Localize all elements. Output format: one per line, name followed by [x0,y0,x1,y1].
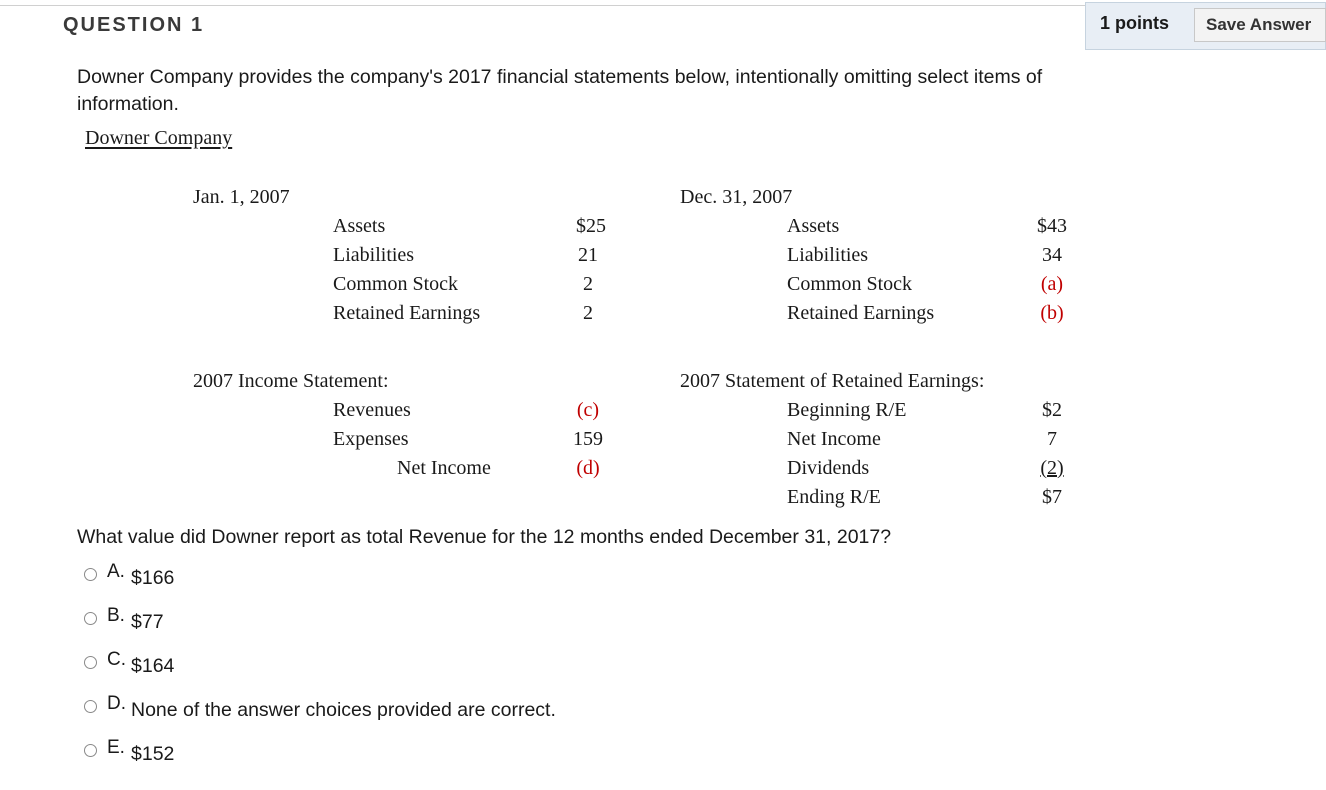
income-row-value-missing: (c) [576,399,600,421]
re-row-label: Net Income [787,428,881,450]
choice-letter: D. [107,693,126,714]
jan-row-label: Common Stock [333,273,459,295]
jan-row-label: Retained Earnings [333,302,481,324]
re-row-value: (2) [1040,457,1064,479]
income-row-value-missing: (d) [576,457,600,479]
jan-row-value: 2 [583,273,593,295]
choice-text[interactable]: $152 [131,743,175,765]
dec-row-label: Liabilities [787,244,869,266]
re-row-label: Dividends [787,457,870,479]
re-row-label: Ending R/E [787,486,881,508]
company-name: Downer Company [85,127,233,149]
re-row-value: 7 [1047,428,1057,450]
dec-date: Dec. 31, 2007 [680,186,793,208]
re-statement-title: 2007 Statement of Retained Earnings: [680,370,985,392]
dec-row-label: Assets [787,215,840,237]
radio-button[interactable] [84,700,97,713]
dec-row-value: 34 [1042,244,1062,266]
dec-row-value-missing: (b) [1040,302,1064,324]
question-prompt: What value did Downer report as total Revenue for the 12 months ended December 31, 2017? [77,526,892,548]
question-intro: Downer Company provides the company's 2017 financial statements below, intentionally omitting select items of information. [77,66,1043,115]
choice-text[interactable]: $77 [131,611,164,633]
choice-text[interactable]: $166 [131,567,175,589]
radio-button[interactable] [84,656,97,669]
radio-button[interactable] [84,568,97,581]
re-row-label: Beginning R/E [787,399,907,421]
question-title: QUESTION 1 [63,14,205,36]
choice-letter: B. [107,605,125,626]
jan-row-value: $25 [576,215,606,237]
income-row-label: Net Income [397,457,491,479]
jan-row-label: Liabilities [333,244,415,266]
radio-button[interactable] [84,744,97,757]
income-row-label: Expenses [333,428,409,450]
points-label: 1 points [1100,13,1170,33]
jan-row-value: 2 [583,302,593,324]
re-row-value: $7 [1042,486,1062,508]
choice-letter: C. [107,649,126,670]
income-row-label: Revenues [333,399,411,421]
dec-row-value: $43 [1037,215,1067,237]
choice-text[interactable]: $164 [131,655,175,677]
radio-button[interactable] [84,612,97,625]
re-row-value: $2 [1042,399,1062,421]
income-row-value: 159 [573,428,603,450]
income-statement-title: 2007 Income Statement: [193,370,389,392]
save-answer-button[interactable]: Save Answer [1194,8,1326,42]
jan-row-value: 21 [578,244,598,266]
jan-date: Jan. 1, 2007 [193,186,290,208]
jan-row-label: Assets [333,215,386,237]
choice-letter: E. [107,737,125,758]
dec-row-label: Retained Earnings [787,302,935,324]
dec-row-value-missing: (a) [1040,273,1064,295]
dec-row-label: Common Stock [787,273,913,295]
choice-letter: A. [107,561,125,582]
choice-text[interactable]: None of the answer choices provided are correct. [131,699,556,721]
